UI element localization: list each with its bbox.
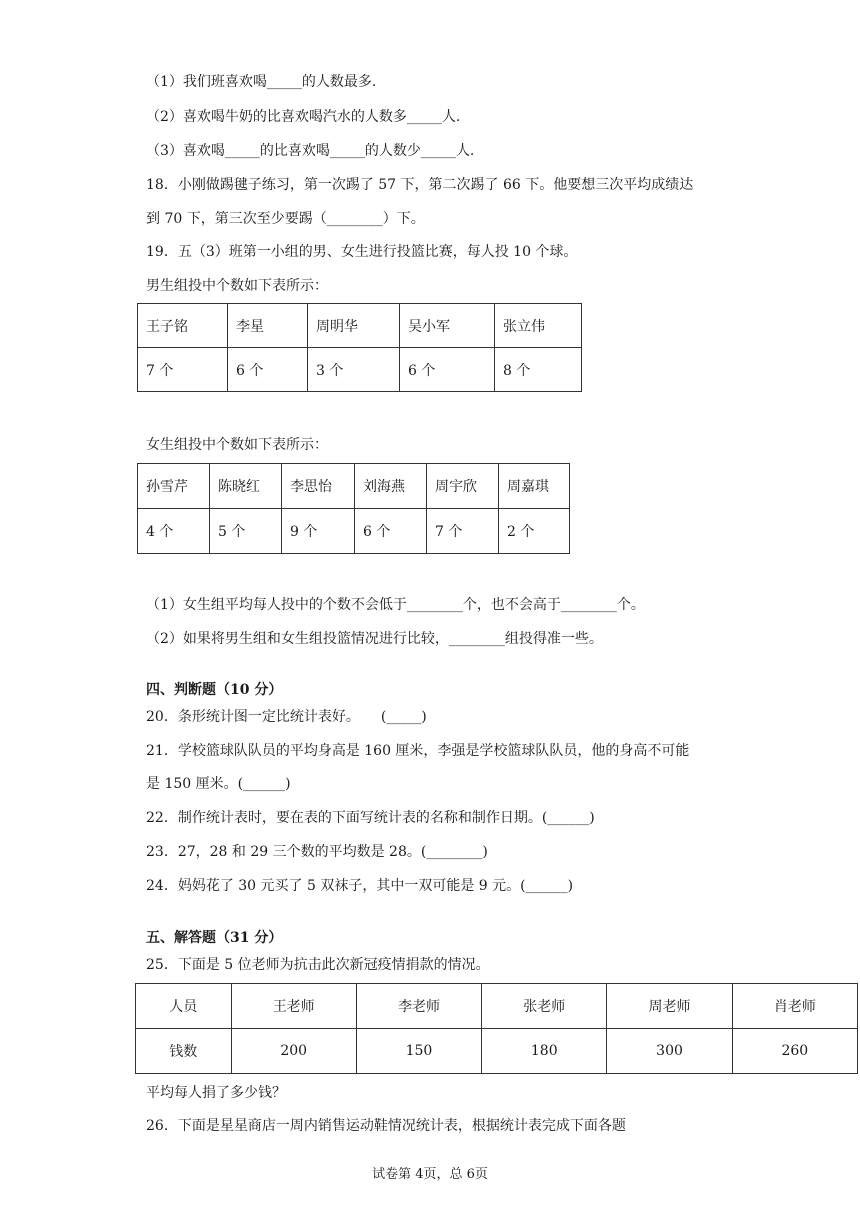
q17-sub1: （1）我们班喜欢喝_____的人数最多. <box>146 74 377 90</box>
section5-heading: 五、解答题（31 分） <box>146 930 283 946</box>
table-row <box>138 304 582 348</box>
table-cell: 2 个 <box>499 509 570 554</box>
donation-table <box>135 983 858 1074</box>
table-cell: 300 <box>607 1029 732 1074</box>
table-cell: 6 个 <box>228 348 308 392</box>
table-cell: 3 个 <box>308 348 400 392</box>
table-cell: 200 <box>231 1029 356 1074</box>
table-header-cell: 周老师 <box>607 984 732 1029</box>
table-cell: 张立伟 <box>495 304 582 348</box>
table-header-cell: 人员 <box>136 984 232 1029</box>
q26: 26．下面是星星商店一周内销售运动鞋情况统计表，根据统计表完成下面各题 <box>146 1118 626 1134</box>
girls-table-caption: 女生组投中个数如下表所示： <box>146 437 328 453</box>
table-cell: 7 个 <box>138 348 228 392</box>
table-cell: 王子铭 <box>138 304 228 348</box>
q18-line2: 到 70 下，第三次至少要踢（________）下。 <box>146 211 425 227</box>
table-row <box>138 464 570 509</box>
table-cell: 7 个 <box>427 509 499 554</box>
table-cell: 李思怡 <box>282 464 355 509</box>
table-cell: 260 <box>732 1029 857 1074</box>
table-cell: 吴小军 <box>400 304 495 348</box>
q17-sub2: （2）喜欢喝牛奶的比喜欢喝汽水的人数多_____人. <box>146 109 461 125</box>
table-header-cell: 肖老师 <box>732 984 857 1029</box>
table-cell: 4 个 <box>138 509 210 554</box>
table-cell: 5 个 <box>210 509 282 554</box>
table-row <box>138 348 582 392</box>
q24: 24．妈妈花了 30 元买了 5 双袜子，其中一双可能是 9 元。(______) <box>146 878 574 894</box>
table-header-cell: 张老师 <box>482 984 607 1029</box>
q19-sub2: （2）如果将男生组和女生组投篮情况进行比较，________组投得准一些。 <box>146 631 603 647</box>
q25: 25．下面是 5 位老师为抗击此次新冠疫情捐款的情况。 <box>146 957 490 973</box>
table-cell: 陈晓红 <box>210 464 282 509</box>
table-cell: 周明华 <box>308 304 400 348</box>
boys-table-caption: 男生组投中个数如下表所示： <box>146 278 328 294</box>
q25-question: 平均每人捐了多少钱？ <box>146 1085 286 1101</box>
table-cell: 周宇欣 <box>427 464 499 509</box>
q21-line2: 是 150 厘米。(______) <box>146 776 291 792</box>
table-cell: 孙雪芹 <box>138 464 210 509</box>
table-header-cell: 李老师 <box>356 984 481 1029</box>
q19-sub1: （1）女生组平均每人投中的个数不会低于________个，也不会高于________个。 <box>146 597 645 613</box>
q22: 22．制作统计表时，要在表的下面写统计表的名称和制作日期。(______) <box>146 810 595 826</box>
q17-sub3: （3）喜欢喝_____的比喜欢喝_____的人数少_____人. <box>146 143 475 159</box>
q19-intro: 19．五（3）班第一小组的男、女生进行投篮比赛，每人投 10 个球。 <box>146 244 578 260</box>
q23: 23．27，28 和 29 三个数的平均数是 28。(________) <box>146 844 488 860</box>
table-cell: 钱数 <box>136 1029 232 1074</box>
table-row <box>136 1029 858 1074</box>
q20: 20．条形统计图一定比统计表好。 (_____) <box>146 709 427 725</box>
girls-score-table <box>137 463 570 554</box>
table-row <box>136 984 858 1029</box>
section4-heading: 四、判断题（10 分） <box>146 682 283 698</box>
table-cell: 刘海燕 <box>355 464 427 509</box>
table-cell: 李星 <box>228 304 308 348</box>
boys-score-table <box>137 303 582 392</box>
table-cell: 周嘉琪 <box>499 464 570 509</box>
table-cell: 180 <box>482 1029 607 1074</box>
table-cell: 150 <box>356 1029 481 1074</box>
table-cell: 6 个 <box>355 509 427 554</box>
table-row <box>138 509 570 554</box>
page-footer: 试卷第 4页，总 6页 <box>372 1167 488 1182</box>
q21-line1: 21．学校篮球队队员的平均身高是 160 厘米，李强是学校篮球队队员，他的身高不可能 <box>146 743 690 759</box>
table-cell: 8 个 <box>495 348 582 392</box>
table-header-cell: 王老师 <box>231 984 356 1029</box>
q18-line1: 18．小刚做踢毽子练习，第一次踢了 57 下，第二次踢了 66 下。他要想三次平均成绩达 <box>146 177 694 193</box>
table-cell: 9 个 <box>282 509 355 554</box>
table-cell: 6 个 <box>400 348 495 392</box>
